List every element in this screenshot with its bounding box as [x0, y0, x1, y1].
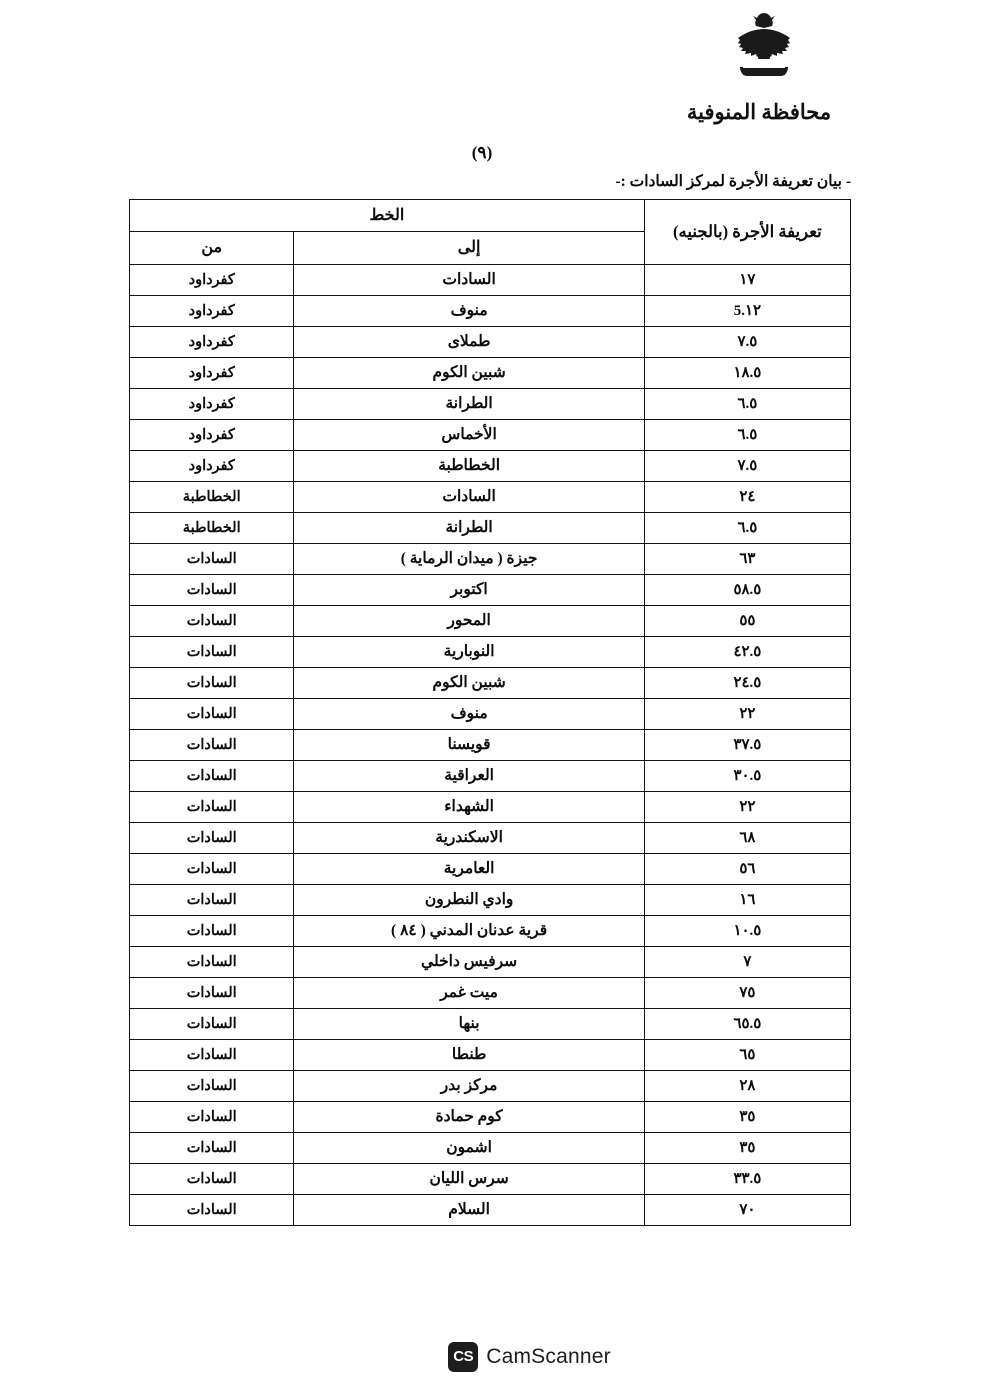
cell-destination: السادات [294, 482, 644, 513]
cell-fare: ٧.٥ [644, 327, 850, 358]
cell-origin: السادات [130, 575, 294, 606]
cell-origin: السادات [130, 792, 294, 823]
cell-origin: السادات [130, 761, 294, 792]
table-row [130, 637, 851, 668]
cell-fare: ٤٢.٥ [644, 637, 850, 668]
cell-origin: كفرداود [130, 327, 294, 358]
cell-origin: السادات [130, 978, 294, 1009]
cell-fare: ٦٥ [644, 1040, 850, 1071]
table-row [130, 1164, 851, 1195]
cell-origin: السادات [130, 637, 294, 668]
document-subtitle: - بيان تعريفة الأجرة لمركز السادات :- [615, 173, 851, 190]
cell-destination: السادات [294, 265, 644, 296]
cell-destination: قرية عدنان المدني ( ٨٤ ) [294, 916, 644, 947]
column-header-from: من [130, 232, 294, 265]
table-row [130, 699, 851, 730]
cell-fare: ٢٢ [644, 699, 850, 730]
cell-destination: الأخماس [294, 420, 644, 451]
table-row [130, 482, 851, 513]
cell-fare: ٧.٥ [644, 451, 850, 482]
egypt-eagle-emblem-icon [731, 10, 797, 84]
table-row [130, 389, 851, 420]
governorate-title: محافظة المنوفية [686, 100, 832, 124]
table-row [130, 1133, 851, 1164]
cell-origin: السادات [130, 1195, 294, 1226]
cell-fare: ٢٤.٥ [644, 668, 850, 699]
table-row [130, 358, 851, 389]
cell-fare: ٢٨ [644, 1071, 850, 1102]
cell-destination: السلام [294, 1195, 644, 1226]
cell-fare: ٦٣ [644, 544, 850, 575]
table-header-row-top [130, 200, 851, 232]
cell-origin: السادات [130, 885, 294, 916]
cell-destination: سرس الليان [294, 1164, 644, 1195]
column-header-to: إلى [294, 232, 644, 265]
cell-destination: وادي النطرون [294, 885, 644, 916]
cell-fare: ١٨.٥ [644, 358, 850, 389]
table-row [130, 296, 851, 327]
cell-fare: ٧ [644, 947, 850, 978]
cell-destination: المحور [294, 606, 644, 637]
cell-fare: ٥٨.٥ [644, 575, 850, 606]
table-row [130, 761, 851, 792]
table-row [130, 420, 851, 451]
table-row [130, 451, 851, 482]
cell-fare: ١٦ [644, 885, 850, 916]
table-row [130, 606, 851, 637]
cell-origin: السادات [130, 854, 294, 885]
table-row [130, 885, 851, 916]
table-row [130, 1195, 851, 1226]
camscanner-watermark [0, 1342, 989, 1372]
cell-fare: ٢٤ [644, 482, 850, 513]
cell-fare: ٦٨ [644, 823, 850, 854]
cell-destination: جيزة ( ميدان الرماية ) [294, 544, 644, 575]
table-row [130, 792, 851, 823]
cell-destination: قويسنا [294, 730, 644, 761]
cell-fare: ١٠.٥ [644, 916, 850, 947]
cell-origin: السادات [130, 1071, 294, 1102]
cell-fare: ٥٦ [644, 854, 850, 885]
table-row [130, 823, 851, 854]
column-header-line: الخط [130, 200, 645, 232]
cell-fare: ٣٣.٥ [644, 1164, 850, 1195]
table-row [130, 668, 851, 699]
table-row [130, 947, 851, 978]
cell-fare: ٢٢ [644, 792, 850, 823]
cell-origin: السادات [130, 823, 294, 854]
cell-fare: ٦.٥ [644, 389, 850, 420]
cell-fare: ٣٥ [644, 1102, 850, 1133]
cell-destination: طنطا [294, 1040, 644, 1071]
cell-destination: طملاى [294, 327, 644, 358]
cell-origin: كفرداود [130, 389, 294, 420]
cell-origin: الخطاطبة [130, 482, 294, 513]
cell-destination: شبين الكوم [294, 358, 644, 389]
cell-fare: ٣٥ [644, 1133, 850, 1164]
cell-origin: كفرداود [130, 358, 294, 389]
table-row [130, 730, 851, 761]
cell-fare: ١٧ [644, 265, 850, 296]
table-row [130, 1009, 851, 1040]
table-header [130, 200, 851, 265]
cell-fare: ٦٥.٥ [644, 1009, 850, 1040]
camscanner-label: CamScanner [486, 1345, 611, 1368]
cell-destination: الخطاطبة [294, 451, 644, 482]
column-header-fare: تعريفة الأجرة (بالجنيه) [644, 200, 850, 265]
page-number: (٩) [471, 143, 493, 162]
cell-destination: اكتوبر [294, 575, 644, 606]
cell-fare: ٦.٥ [644, 420, 850, 451]
table-row [130, 575, 851, 606]
cell-fare: ٦.٥ [644, 513, 850, 544]
cell-origin: كفرداود [130, 451, 294, 482]
cell-fare: ١٢.5 [644, 296, 850, 327]
cell-origin: السادات [130, 730, 294, 761]
cell-destination: الاسكندرية [294, 823, 644, 854]
cell-destination: شبين الكوم [294, 668, 644, 699]
cell-destination: اشمون [294, 1133, 644, 1164]
cell-origin: السادات [130, 1164, 294, 1195]
cell-destination: الطرانة [294, 389, 644, 420]
cell-origin: السادات [130, 1009, 294, 1040]
table-row [130, 1102, 851, 1133]
cell-destination: كوم حمادة [294, 1102, 644, 1133]
emblem-container [709, 10, 819, 84]
cell-destination: النوبارية [294, 637, 644, 668]
cell-origin: كفرداود [130, 420, 294, 451]
cell-origin: السادات [130, 916, 294, 947]
cell-destination: الشهداء [294, 792, 644, 823]
cell-fare: ٣٠.٥ [644, 761, 850, 792]
cell-destination: بنها [294, 1009, 644, 1040]
table-row [130, 327, 851, 358]
table-row [130, 916, 851, 947]
table-row [130, 978, 851, 1009]
table-body [130, 265, 851, 1226]
cell-origin: السادات [130, 668, 294, 699]
cell-destination: مركز بدر [294, 1071, 644, 1102]
cell-destination: منوف [294, 699, 644, 730]
fare-table [129, 199, 851, 1226]
table-row [130, 513, 851, 544]
cell-destination: العراقية [294, 761, 644, 792]
cell-origin: الخطاطبة [130, 513, 294, 544]
table-row [130, 1040, 851, 1071]
cell-origin: كفرداود [130, 296, 294, 327]
cell-origin: السادات [130, 1040, 294, 1071]
cell-destination: منوف [294, 296, 644, 327]
table-row [130, 1071, 851, 1102]
cell-origin: السادات [130, 544, 294, 575]
cell-origin: كفرداود [130, 265, 294, 296]
cell-origin: السادات [130, 1102, 294, 1133]
cell-destination: سرفيس داخلي [294, 947, 644, 978]
fare-table-container [129, 199, 851, 1226]
cell-origin: السادات [130, 1133, 294, 1164]
cell-origin: السادات [130, 606, 294, 637]
table-row [130, 265, 851, 296]
cell-origin: السادات [130, 947, 294, 978]
cell-destination: ميت غمر [294, 978, 644, 1009]
table-row [130, 854, 851, 885]
cell-destination: الطرانة [294, 513, 644, 544]
cell-fare: ٧٥ [644, 978, 850, 1009]
table-row [130, 544, 851, 575]
camscanner-badge-icon: CS [448, 1342, 478, 1372]
cell-destination: العامرية [294, 854, 644, 885]
cell-origin: السادات [130, 699, 294, 730]
cell-fare: ٧٠ [644, 1195, 850, 1226]
cell-fare: ٥٥ [644, 606, 850, 637]
cell-fare: ٣٧.٥ [644, 730, 850, 761]
